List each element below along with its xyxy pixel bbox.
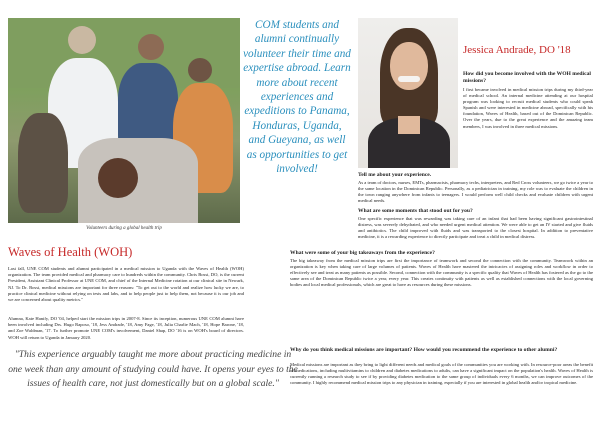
answer-2: As a team of doctors, nurses, EMTs, pharmacists, pharmacy techs, interpreters, and Red Cross volunteers, we go twice a year to the same location in the Dominican Republic. Personally, as a pediatrician in training, my role was to evaluate the children in the town ranging anywhere from infants to teenagers. I would perform well child checks and evaluate children with urgent medical needs. bbox=[358, 180, 593, 204]
waves-paragraph-1: Last fall, UNE COM students and alumni participated in a medical mission to Uganda with the Waves of Health (WOH) organization. The team provided medical and pharmacy care to hundreds within the community. Chris Bossi, DO, is the current President, Assistant Clinical Professor at UNE COM, and chief of the Internal Medicine rotation at our clinical site in Newark, NJ. To Dr. Bossi, medical missions are important for three reasons: "To get out to the world and realize how lucky we are, to practice clinical medicine without relying on tests and labs, and to help people just to help them, not because it is our job and we are concerned about quality metrics." bbox=[8, 266, 244, 303]
question-5: Why do you think medical missions are important? How would you recommend the experience to other alumni? bbox=[290, 347, 558, 353]
waves-paragraph-2: Alumna, Kate Hanify, DO '04, helped start the mission trips in 2007-8. Since its inception, numerous UNE COM alumni have been involved including Drs. Hugo Raposo, '18, Jess Andrade, '18, Amy Fage, '18, Julia Charlie Mach, '18, Hope Barone, '18, and Zoe Waldman, '17. To further promote UNE COM's involvement, Daniel Shap, DO '16 is on WOH's board of directors. WOH will return to Uganda in January 2020. bbox=[8, 316, 244, 340]
pull-quote: "This experience arguably taught me more about practicing medicine in one week than any amount of studying could have. It opens your eyes to the issues of health care, not just domestically but on a global scale." bbox=[8, 349, 298, 389]
question-3: What are some moments that stood out for you? bbox=[358, 208, 473, 214]
answer-1: I first became involved in medical mission trips during my third-year of medical school. An internal medicine attending at our hospital program was looking to recruit medical students who could speak Spanish and were interested in medicine abroad, specifically with his foundation, Waves of Health, based out of the Dominican Republic. Over the years, due to the great experience and the amazing team members, I was involved in three medical missions. bbox=[463, 87, 593, 129]
jessica-andrade-portrait bbox=[358, 18, 458, 168]
answer-5: Medical missions are important as they bring to light different needs and medical goals of the communities you are working with. In resource-poor areas the benefit of medications, including multivitamins to children and diabetes medications to adults, can have a significant impact on the population's health. Waves of Health is currently running a research study to see if by providing diabetes medication to the same group of individuals every 6 months, we can improve outcomes of the community. I highly recommend medical mission trips to any physician in training, especially if you are interested in global health and/or tropical medicine. bbox=[290, 362, 593, 386]
promo-text: COM students and alumni continually volunteer their time and expertise abroad. Learn more about recent experiences and expeditions to Panama, Honduras, Uganda, and Gueyana, as well as opportunities to get involved! bbox=[243, 19, 351, 176]
photo-caption: Volunteers during a global health trip bbox=[86, 226, 162, 231]
answer-3: One specific experience that was rewarding was taking care of an infant that had been having significant gastrointestinal distress, was severely dehydrated, and who needed urgent medical attention. We were able to get an IV started and give fluids and antibiotics. The child improved with fluids and was transported to the closest hospital. In addition to preventative medicine, it is a rewarding experience to directly participate and treat a child in medical distress. bbox=[358, 216, 593, 240]
question-1: How did you become involved with the WOH medical missions? bbox=[463, 71, 591, 84]
volunteers-photo bbox=[8, 18, 240, 223]
answer-4: The big takeaway from the medical mission trips are first the importance of teamwork and second the connection with the community. Teamwork within an organization is key when taking care of large volumes of patients. Waves of Health have mastered the intricacies of assigning roles and workflow in order to effectively see and treat as many patients as possible. Second, connection with the community is a specific quality that Waves of Health has fostered as the go to the same area of the Dominican Republic twice a year, every year. This creates continuity with patients as well as established connections with the local governing bodies and local medical professionals, which are great to have as resources during these missions. bbox=[290, 258, 593, 288]
question-2: Tell me about your experience. bbox=[358, 172, 432, 178]
section-title-waves-of-health: Waves of Health (WOH) bbox=[8, 245, 133, 259]
question-4: What were some of your big takeaways from the experience? bbox=[290, 250, 435, 256]
profile-name: Jessica Andrade, DO '18 bbox=[463, 44, 571, 56]
